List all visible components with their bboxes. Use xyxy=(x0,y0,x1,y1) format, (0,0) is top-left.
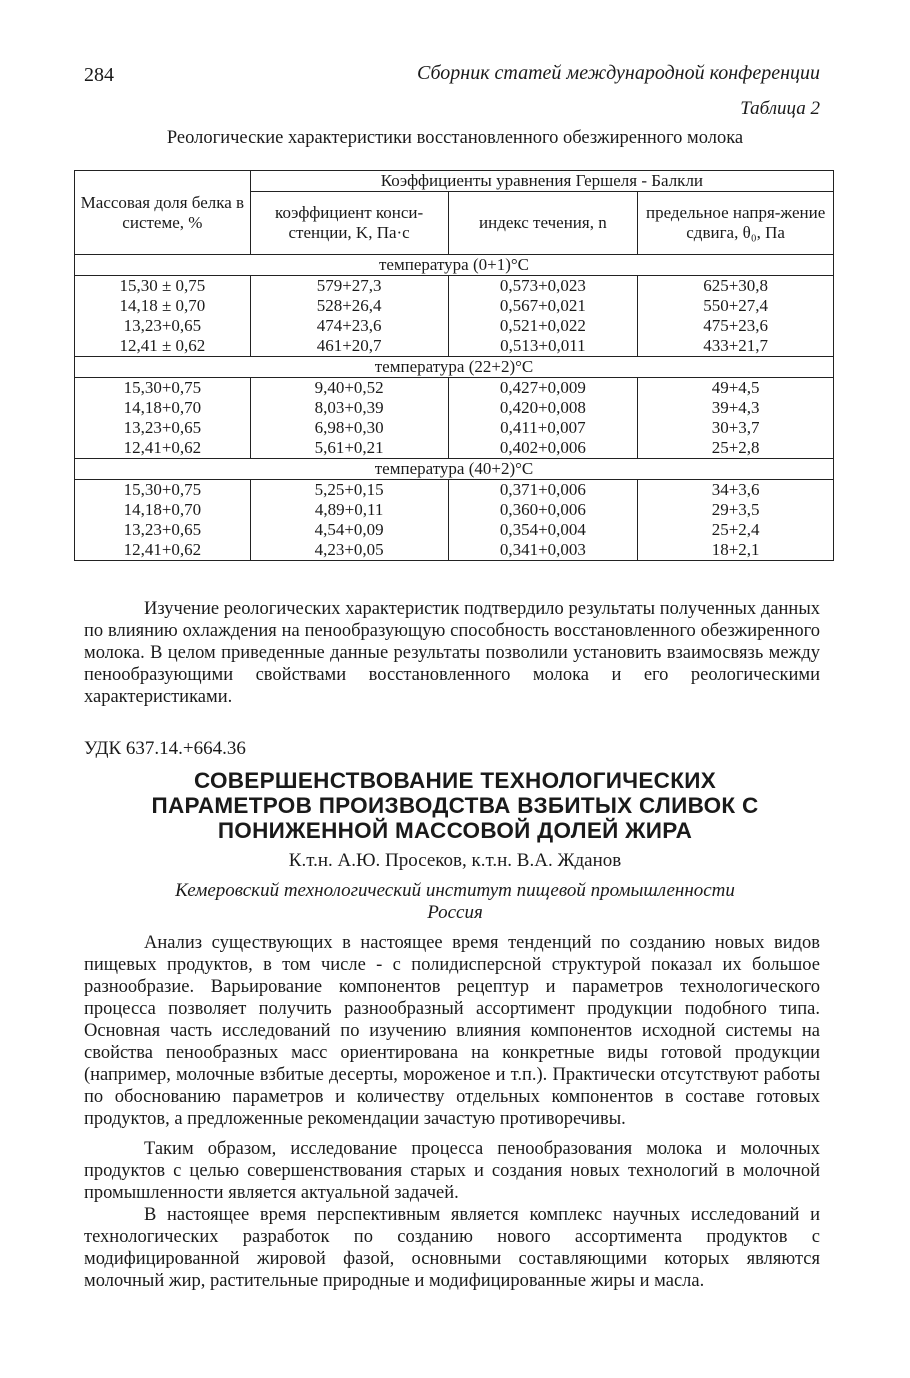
table-cell: 433+21,7 xyxy=(638,336,834,357)
table-cell: 14,18 ± 0,70 xyxy=(75,296,251,316)
table-cell: 6,98+0,30 xyxy=(250,418,448,438)
article-affiliation xyxy=(0,880,910,924)
table-row xyxy=(75,520,834,540)
table-cell: 49+4,5 xyxy=(638,378,834,399)
table-cell: 5,61+0,21 xyxy=(250,438,448,459)
table-cell: 14,18+0,70 xyxy=(75,398,251,418)
table-cell: 13,23+0,65 xyxy=(75,418,251,438)
table-cell: 5,25+0,15 xyxy=(250,480,448,501)
table-cell: 625+30,8 xyxy=(638,276,834,297)
table-row xyxy=(75,398,834,418)
table-cell: 15,30+0,75 xyxy=(75,480,251,501)
table-cell: 30+3,7 xyxy=(638,418,834,438)
col-header-flow-index: индекс течения, n xyxy=(448,192,638,255)
table-cell: 12,41+0,62 xyxy=(75,438,251,459)
table-cell: 528+26,4 xyxy=(250,296,448,316)
paragraph-relevance xyxy=(84,1138,820,1204)
table-cell: 0,513+0,011 xyxy=(448,336,638,357)
table-section-2 xyxy=(75,459,834,561)
table-cell: 0,521+0,022 xyxy=(448,316,638,336)
table-row xyxy=(75,540,834,561)
table-cell: 579+27,3 xyxy=(250,276,448,297)
paragraph-text: Изучение реологических характеристик подтвердило результаты полученных данных по влиянию охлаждения на пенообразующую способность восстановленного обезжиренного молока. В целом приведенные данные результаты позволили установить взаимосвязь между пенообразующими свойствами восстановленного молока и его реологическими характеристиками. xyxy=(84,599,820,707)
table-cell: 4,54+0,09 xyxy=(250,520,448,540)
country: Россия xyxy=(427,902,483,923)
paragraph-text: Анализ существующих в настоящее время тенденций по созданию новых видов пищевых продуктов, в том числе - с полидисперсной структурой показал их большое разнообразие. Варьирование компонентов рецептур и параметров технологического процесса позволяет получить разнообразный ассортимент продукции подобного типа. Основная часть исследований по изучению влияния компонентов исходной системы на свойства пенообразных масс ориентирована на конкретные виды готовой продукции (например, молочные взбитые десерты, мороженое и т.п.). Практически отсутствуют работы по обоснованию параметров и количеству отдельных компонентов в составе готовых продуктов, а предложенные рекомендации зачастую противоречивы. xyxy=(84,933,820,1129)
col-header-consistency: коэффициент конси-стенции, K, Па·с xyxy=(250,192,448,255)
table-cell: 0,420+0,008 xyxy=(448,398,638,418)
paragraph-text: Таким образом, исследование процесса пенообразования молока и молочных продуктов с целью совершенствования старых и создания новых технологий в молочной промышленности является актуальной задачей. xyxy=(84,1139,820,1203)
table-cell: 15,30 ± 0,75 xyxy=(75,276,251,297)
rheology-table xyxy=(74,170,834,561)
udk-code: УДК 637.14.+664.36 xyxy=(84,738,246,759)
table-cell: 12,41+0,62 xyxy=(75,540,251,561)
table-row xyxy=(75,418,834,438)
table-section-0 xyxy=(75,255,834,357)
col-header-protein: Массовая доля белка в системе, % xyxy=(75,171,251,255)
table-section-1 xyxy=(75,357,834,459)
table-cell: 0,427+0,009 xyxy=(448,378,638,399)
group-header-coefficients: Коэффициенты уравнения Гершеля - Балкли xyxy=(250,171,833,192)
table-cell: 0,371+0,006 xyxy=(448,480,638,501)
temperature-row: температура (0+1)°С xyxy=(75,255,834,276)
table-caption: Реологические характеристики восстановленного обезжиренного молока xyxy=(166,128,744,148)
paragraph-conclusion xyxy=(84,598,820,708)
title-line: ПАРАМЕТРОВ ПРОИЗВОДСТВА ВЗБИТЫХ СЛИВОК С xyxy=(151,793,759,818)
table-row xyxy=(75,336,834,357)
table-cell: 18+2,1 xyxy=(638,540,834,561)
table-cell: 9,40+0,52 xyxy=(250,378,448,399)
table-row xyxy=(75,378,834,399)
paragraph-text: В настоящее время перспективным является комплекс научных исследований и технологических разработок по созданию нового ассортимента продуктов с модифицированной жировой фазой, основными составляющими которых являются молочный жир, растительные природные и модифицированные жиры и масла. xyxy=(84,1205,820,1291)
table-cell: 0,341+0,003 xyxy=(448,540,638,561)
table-cell: 39+4,3 xyxy=(638,398,834,418)
table-row xyxy=(75,296,834,316)
paragraph-prospects xyxy=(84,1204,820,1292)
table-cell: 0,573+0,023 xyxy=(448,276,638,297)
temperature-row: температура (22+2)°С xyxy=(75,357,834,378)
table-cell: 4,23+0,05 xyxy=(250,540,448,561)
table-cell: 475+23,6 xyxy=(638,316,834,336)
table-cell: 25+2,4 xyxy=(638,520,834,540)
running-title: Сборник статей международной конференции xyxy=(417,62,820,84)
table-cell: 4,89+0,11 xyxy=(250,500,448,520)
institution: Кемеровский технологический институт пищевой промышленности xyxy=(175,880,735,901)
temperature-row: температура (40+2)°С xyxy=(75,459,834,480)
table-cell: 13,23+0,65 xyxy=(75,316,251,336)
table-cell: 8,03+0,39 xyxy=(250,398,448,418)
table-cell: 461+20,7 xyxy=(250,336,448,357)
table-row xyxy=(75,316,834,336)
title-line: СОВЕРШЕНСТВОВАНИЕ ТЕХНОЛОГИЧЕСКИХ xyxy=(193,768,717,793)
table-cell: 0,360+0,006 xyxy=(448,500,638,520)
table-cell: 29+3,5 xyxy=(638,500,834,520)
table-row xyxy=(75,500,834,520)
table-cell: 14,18+0,70 xyxy=(75,500,251,520)
table-cell: 0,567+0,021 xyxy=(448,296,638,316)
table-cell: 13,23+0,65 xyxy=(75,520,251,540)
table-cell: 25+2,8 xyxy=(638,438,834,459)
title-line: ПОНИЖЕННОЙ МАССОВОЙ ДОЛЕЙ ЖИРА xyxy=(217,818,693,843)
table-cell: 12,41 ± 0,62 xyxy=(75,336,251,357)
table-cell: 0,402+0,006 xyxy=(448,438,638,459)
table-cell: 0,354+0,004 xyxy=(448,520,638,540)
col-header-yield-stress: предельное напря-жение сдвига, θ₀, Па xyxy=(638,192,834,255)
page-number: 284 xyxy=(84,64,114,86)
article-authors: К.т.н. А.Ю. Просеков, к.т.н. В.А. Жданов xyxy=(288,850,622,871)
table-cell: 474+23,6 xyxy=(250,316,448,336)
article-title xyxy=(0,768,910,843)
table-row xyxy=(75,276,834,297)
table-row xyxy=(75,480,834,501)
table-label: Таблица 2 xyxy=(740,98,820,119)
table-cell: 15,30+0,75 xyxy=(75,378,251,399)
table-cell: 0,411+0,007 xyxy=(448,418,638,438)
table-cell: 550+27,4 xyxy=(638,296,834,316)
paragraph-analysis xyxy=(84,932,820,1130)
table-row xyxy=(75,438,834,459)
table-cell: 34+3,6 xyxy=(638,480,834,501)
